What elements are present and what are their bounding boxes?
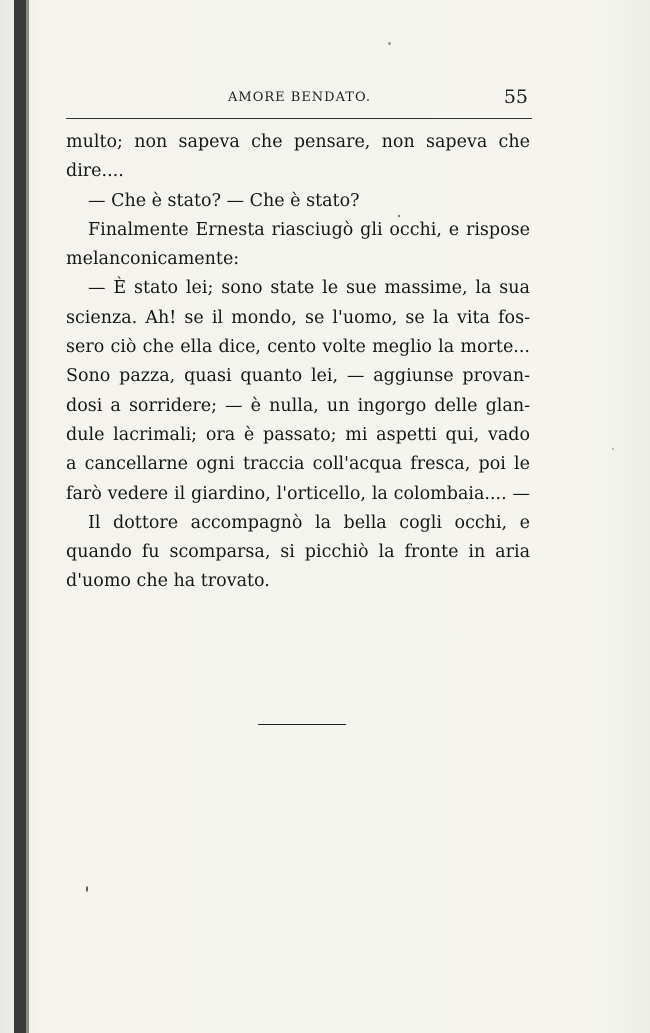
book-spine-shadow [14, 0, 26, 1033]
print-speck [612, 448, 614, 450]
text-line: d'uomo che ha trovato. [66, 571, 270, 592]
text-line: multo; non sapeva che pensare, non sapeva che [66, 132, 530, 152]
print-speck [388, 42, 391, 45]
running-head [66, 84, 530, 110]
text-line: — È stato lei; sono state le sue massime, la sua [88, 278, 530, 299]
text-line: farò vedere il giardino, l'orticello, la colombaia.... — [66, 483, 530, 504]
header-rule [66, 118, 532, 119]
book-spine-edge [26, 0, 29, 1033]
text-line: Finalmente Ernesta riasciugò gli occhi, e rispose [88, 219, 530, 240]
text-line: Sono pazza, quasi quanto lei, — aggiunse provan- [66, 366, 530, 387]
text-line: sero ciò che ella dice, cento volte meglio la morte... [66, 337, 530, 358]
text-line: — Che è stato? — Che è stato? [88, 190, 360, 211]
page-number: 55 [503, 86, 528, 108]
text-line: dosi a sorridere; — è nulla, un ingorgo delle glan- [66, 395, 530, 416]
text-line: melanconicamente: [66, 249, 240, 270]
text-line: Il dottore accompagnò la bella cogli occhi, e [88, 512, 530, 533]
text-line: dire.... [66, 161, 124, 182]
end-of-chapter-rule [258, 724, 346, 725]
print-speck [86, 886, 88, 892]
body-text [66, 128, 530, 597]
text-line: scienza. Ah! se il mondo, se l'uomo, se la vita fos- [66, 307, 530, 328]
text-line: dule lacrimali; ora è passato; mi aspetti qui, vado [66, 424, 530, 445]
print-speck [398, 215, 400, 217]
running-title: AMORE BENDATO. [228, 90, 371, 105]
text-line: a cancellarne ogni traccia coll'acqua fresca, poi le [66, 454, 530, 475]
text-line: quando fu scomparsa, si picchiò la fronte in aria [66, 542, 530, 563]
